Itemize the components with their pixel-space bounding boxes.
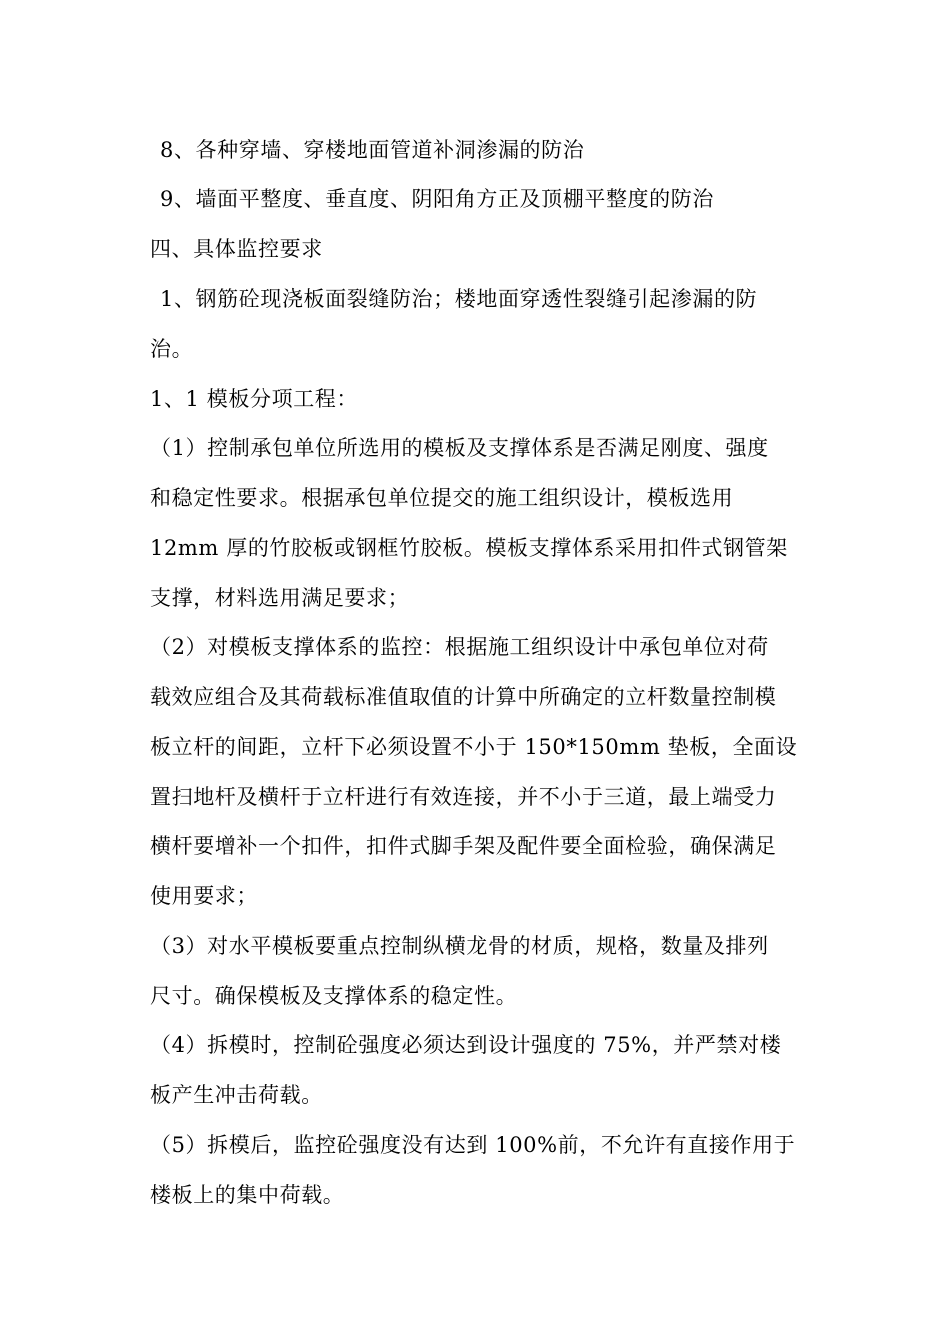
text-line: 横杆要增补一个扣件，扣件式脚手架及配件要全面检验，确保满足 bbox=[150, 834, 777, 858]
text-line-item-9: 9、墙面平整度、垂直度、阴阳角方正及顶棚平整度的防治 bbox=[160, 187, 714, 211]
text-line: 使用要求； bbox=[150, 884, 258, 908]
text-line: 治。 bbox=[150, 337, 194, 361]
text-line: 楼板上的集中荷载。 bbox=[150, 1183, 345, 1207]
text-line: 1、钢筋砼现浇板面裂缝防治；楼地面穿透性裂缝引起渗漏的防 bbox=[160, 287, 758, 311]
subsection-heading: 1、1 模板分项工程： bbox=[150, 387, 358, 411]
text-line: 板立杆的间距，立杆下必须设置不小于 150*150mm 垫板，全面设 bbox=[150, 735, 798, 759]
text-line: 载效应组合及其荷载标准值取值的计算中所确定的立杆数量控制模 bbox=[150, 685, 777, 709]
text-line-item-8: 8、各种穿墙、穿楼地面管道补洞渗漏的防治 bbox=[160, 138, 585, 162]
text-line: 支撑，材料选用满足要求； bbox=[150, 586, 410, 610]
text-line: （3）对水平模板要重点控制纵横龙骨的材质，规格，数量及排列 bbox=[150, 934, 769, 958]
text-line: 和稳定性要求。根据承包单位提交的施工组织设计，模板选用 bbox=[150, 486, 734, 510]
text-line: （2）对模板支撑体系的监控：根据施工组织设计中承包单位对荷 bbox=[150, 635, 769, 659]
text-line: 置扫地杆及横杆于立杆进行有效连接，并不小于三道，最上端受力 bbox=[150, 785, 777, 809]
section-heading: 四、具体监控要求 bbox=[150, 237, 323, 261]
text-line: （5）拆模后，监控砼强度没有达到 100%前，不允许有直接作用于 bbox=[150, 1133, 796, 1157]
text-line: 板产生冲击荷载。 bbox=[150, 1083, 323, 1107]
text-line: 尺寸。确保模板及支撑体系的稳定性。 bbox=[150, 984, 518, 1008]
text-line: （1）控制承包单位所选用的模板及支撑体系是否满足刚度、强度 bbox=[150, 436, 769, 460]
text-line: 12mm 厚的竹胶板或钢框竹胶板。模板支撑体系采用扣件式钢管架 bbox=[150, 536, 788, 560]
text-line: （4）拆模时，控制砼强度必须达到设计强度的 75%，并严禁对楼 bbox=[150, 1033, 782, 1057]
